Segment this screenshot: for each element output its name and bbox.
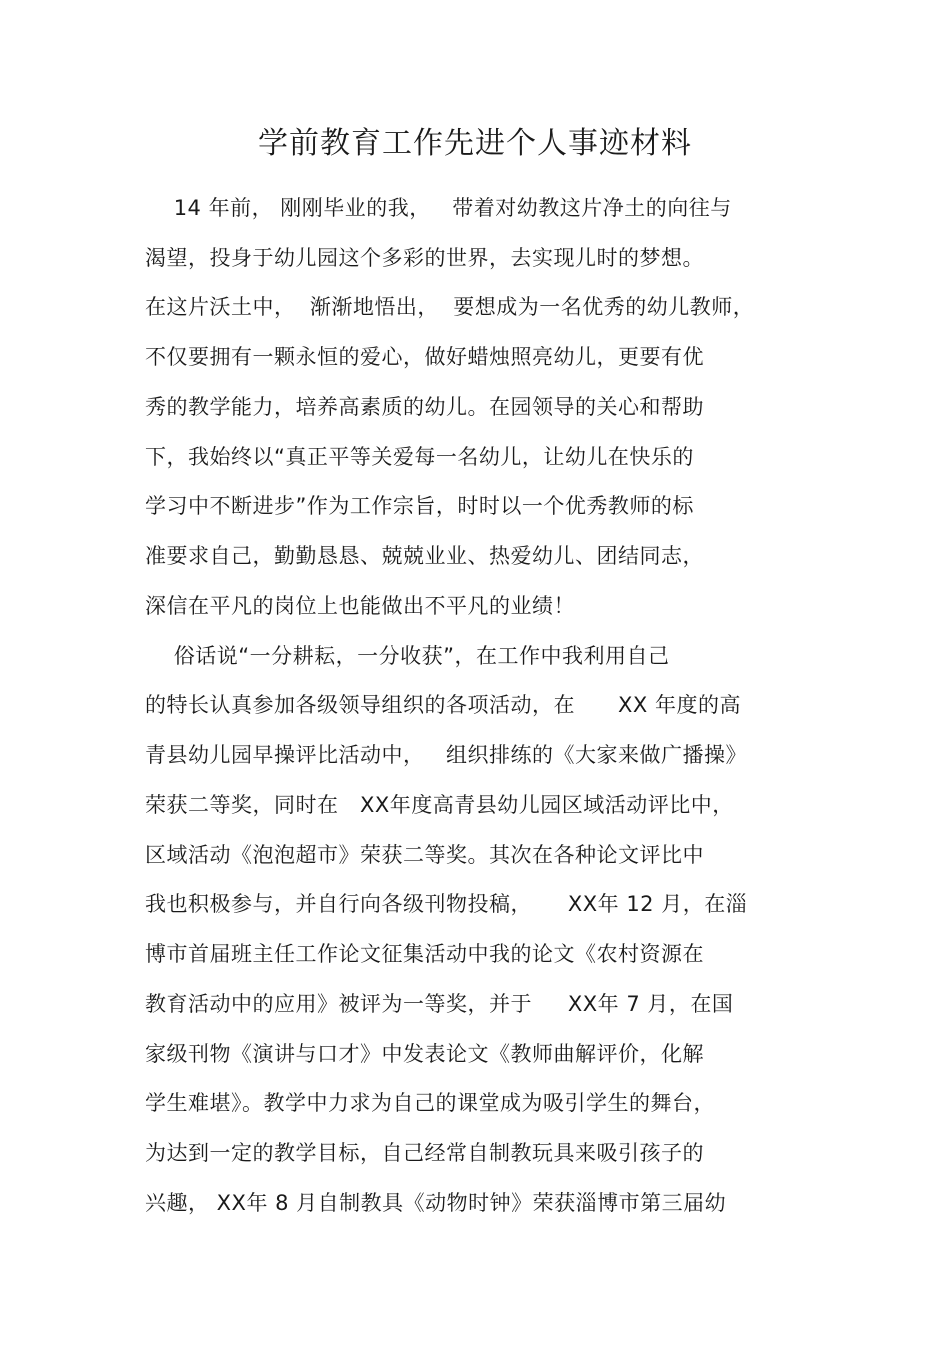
body-text-line: 荣获二等奖，同时在 XX年度高青县幼儿园区域活动评比中， [145, 793, 734, 817]
body-text-line: 教育活动中的应用》被评为一等奖，并于 XX年 7 月，在国 [145, 992, 734, 1016]
body-text-line: 秀的教学能力，培养高素质的幼儿。在园领导的关心和帮助 [145, 395, 704, 419]
body-text-line: 俗话说“一分耕耘，一分收获”，在工作中我利用自己 [145, 644, 670, 668]
body-text-line: 为达到一定的教学目标，自己经常自制教玩具来吸引孩子的 [145, 1141, 704, 1165]
body-text-line: 博市首届班主任工作论文征集活动中我的论文《农村资源在 [145, 942, 704, 966]
body-text-line: 我也积极参与，并自行向各级刊物投稿， XX年 12 月，在淄 [145, 892, 748, 916]
body-text-line: 青县幼儿园早操评比活动中， 组织排练的《大家来做广播操》 [145, 743, 748, 767]
document-title: 学前教育工作先进个人事迹材料 [258, 126, 692, 161]
body-text-line: 准要求自己，勤勤恳恳、兢兢业业、热爱幼儿、团结同志， [145, 544, 704, 568]
body-text-line: 渴望，投身于幼儿园这个多彩的世界，去实现儿时的梦想。 [145, 246, 704, 270]
body-text-line: 家级刊物《演讲与口才》中发表论文《教师曲解评价，化解 [145, 1042, 704, 1066]
body-text-line: 在这片沃土中， 渐渐地悟出， 要想成为一名优秀的幼儿教师， [145, 295, 755, 319]
body-text-line: 深信在平凡的岗位上也能做出不平凡的业绩！ [145, 594, 575, 618]
body-text-line: 兴趣， XX年 8 月自制教具《动物时钟》荣获淄博市第三届幼 [145, 1191, 727, 1215]
body-text-line: 学生难堪》。教学中力求为自己的课堂成为吸引学生的舞台， [145, 1091, 715, 1115]
body-text-line: 14 年前， 刚刚毕业的我， 带着对幼教这片净土的向往与 [145, 196, 732, 220]
body-text-line: 学习中不断进步”作为工作宗旨，时时以一个优秀教师的标 [145, 494, 694, 518]
body-text-line: 的特长认真参加各级领导组织的各项活动，在 XX 年度的高 [145, 693, 741, 717]
body-text-line: 下，我始终以“真正平等关爱每一名幼儿，让幼儿在快乐的 [145, 445, 694, 469]
body-text-line: 区域活动《泡泡超市》荣获二等奖。其次在各种论文评比中 [145, 843, 704, 867]
body-text-line: 不仅要拥有一颗永恒的爱心，做好蜡烛照亮幼儿，更要有优 [145, 345, 704, 369]
